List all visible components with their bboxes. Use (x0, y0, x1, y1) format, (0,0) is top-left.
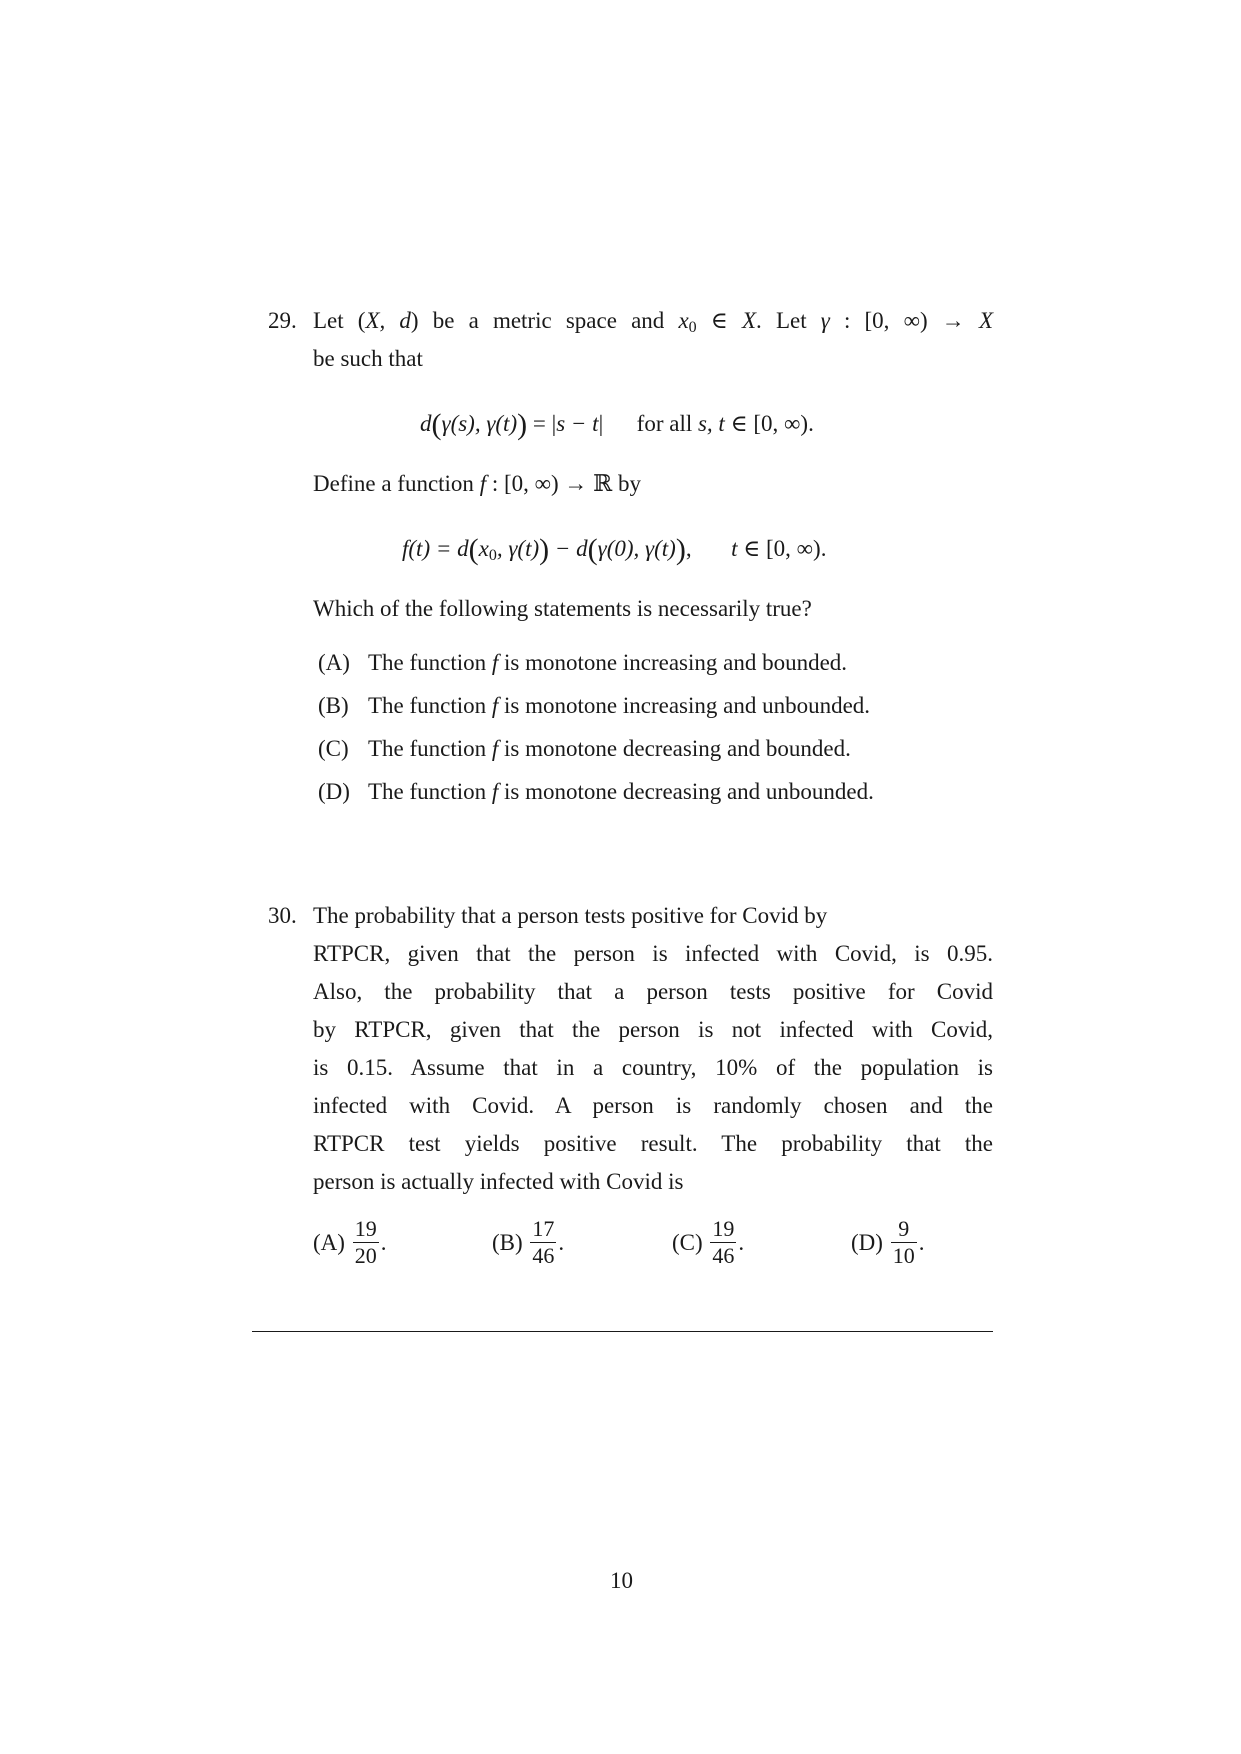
option-label: (C) (318, 736, 349, 761)
define-function-line: Define a function f : [0, ∞) → ℝ by (313, 471, 642, 496)
fraction: $\frac{19}{20}$ (354, 1216, 377, 1268)
fraction: $\frac{17}{46}$ (532, 1216, 555, 1268)
question-29-prompt: Which of the following statements is necessarily true? (313, 596, 812, 621)
option-label: (A) (318, 650, 350, 675)
option-label: (D) (318, 779, 350, 804)
question-30-line-5: is 0.15. Assume that in a country, 10% of the population is (313, 1055, 993, 1080)
option-b[interactable]: (B) The function f is monotone increasing and unbounded. (318, 693, 871, 718)
question-30-line-8: person is actually infected with Covid is (313, 1169, 684, 1194)
question-30-line-1: The probability that a person tests positive for Covid by (313, 903, 828, 928)
question-30-line-6: infected with Covid. A person is randomly chosen and the (313, 1093, 993, 1118)
question-number: 30. (268, 903, 297, 928)
fraction: $\frac{9}{10}$ (892, 1216, 915, 1268)
choice-label: (C) (672, 1229, 703, 1255)
question-30-line-4: by RTPCR, given that the person is not infected with Covid, (313, 1017, 993, 1042)
option-c[interactable]: (C) The function f is monotone decreasing and bounded. (318, 736, 851, 761)
question-30-line-2: RTPCR, given that the person is infected with Covid, is 0.95. (313, 941, 993, 966)
section-divider (252, 1331, 993, 1332)
fraction: $\frac{19}{46}$ (712, 1216, 735, 1268)
choice-c[interactable]: (C) $\frac{19}{46}$ . (672, 1216, 745, 1268)
option-d[interactable]: (D) The function f is monotone decreasing and unbounded. (318, 779, 874, 804)
question-29-line-1: Let (X, d) be a metric space and $x_0$ ∈ X. Let γ : [0, ∞) → X (313, 308, 993, 336)
choice-label: (A) (313, 1229, 345, 1255)
choice-b[interactable]: (B) $\frac{17}{46}$ . (492, 1216, 565, 1268)
option-label: (B) (318, 693, 349, 718)
question-29-line-2: be such that (313, 346, 423, 371)
question-number: 29. (268, 308, 297, 333)
option-a[interactable]: (A) The function f is monotone increasing and bounded. (318, 650, 848, 675)
question-30-line-3: Also, the probability that a person tests positive for Covid (313, 979, 993, 1004)
page-number: 10 (610, 1568, 633, 1593)
question-30-line-7: RTPCR test yields positive result. The probability that the (313, 1131, 993, 1156)
equation-isometry: d(γ(s), γ(t)) = |s − t| for all s, t ∈ [0, ∞). (420, 408, 814, 441)
equation-f-definition: $f(t) = d(x_0$, γ(t)) − d(γ(0), γ(t)), t ∈ [0, ∞). (402, 533, 827, 566)
choice-d[interactable]: (D) $\frac{9}{10}$ . (851, 1216, 925, 1268)
choice-label: (D) (851, 1229, 883, 1255)
choice-label: (B) (492, 1229, 523, 1255)
choice-a[interactable]: (A) $\frac{19}{20}$ . (313, 1216, 387, 1268)
